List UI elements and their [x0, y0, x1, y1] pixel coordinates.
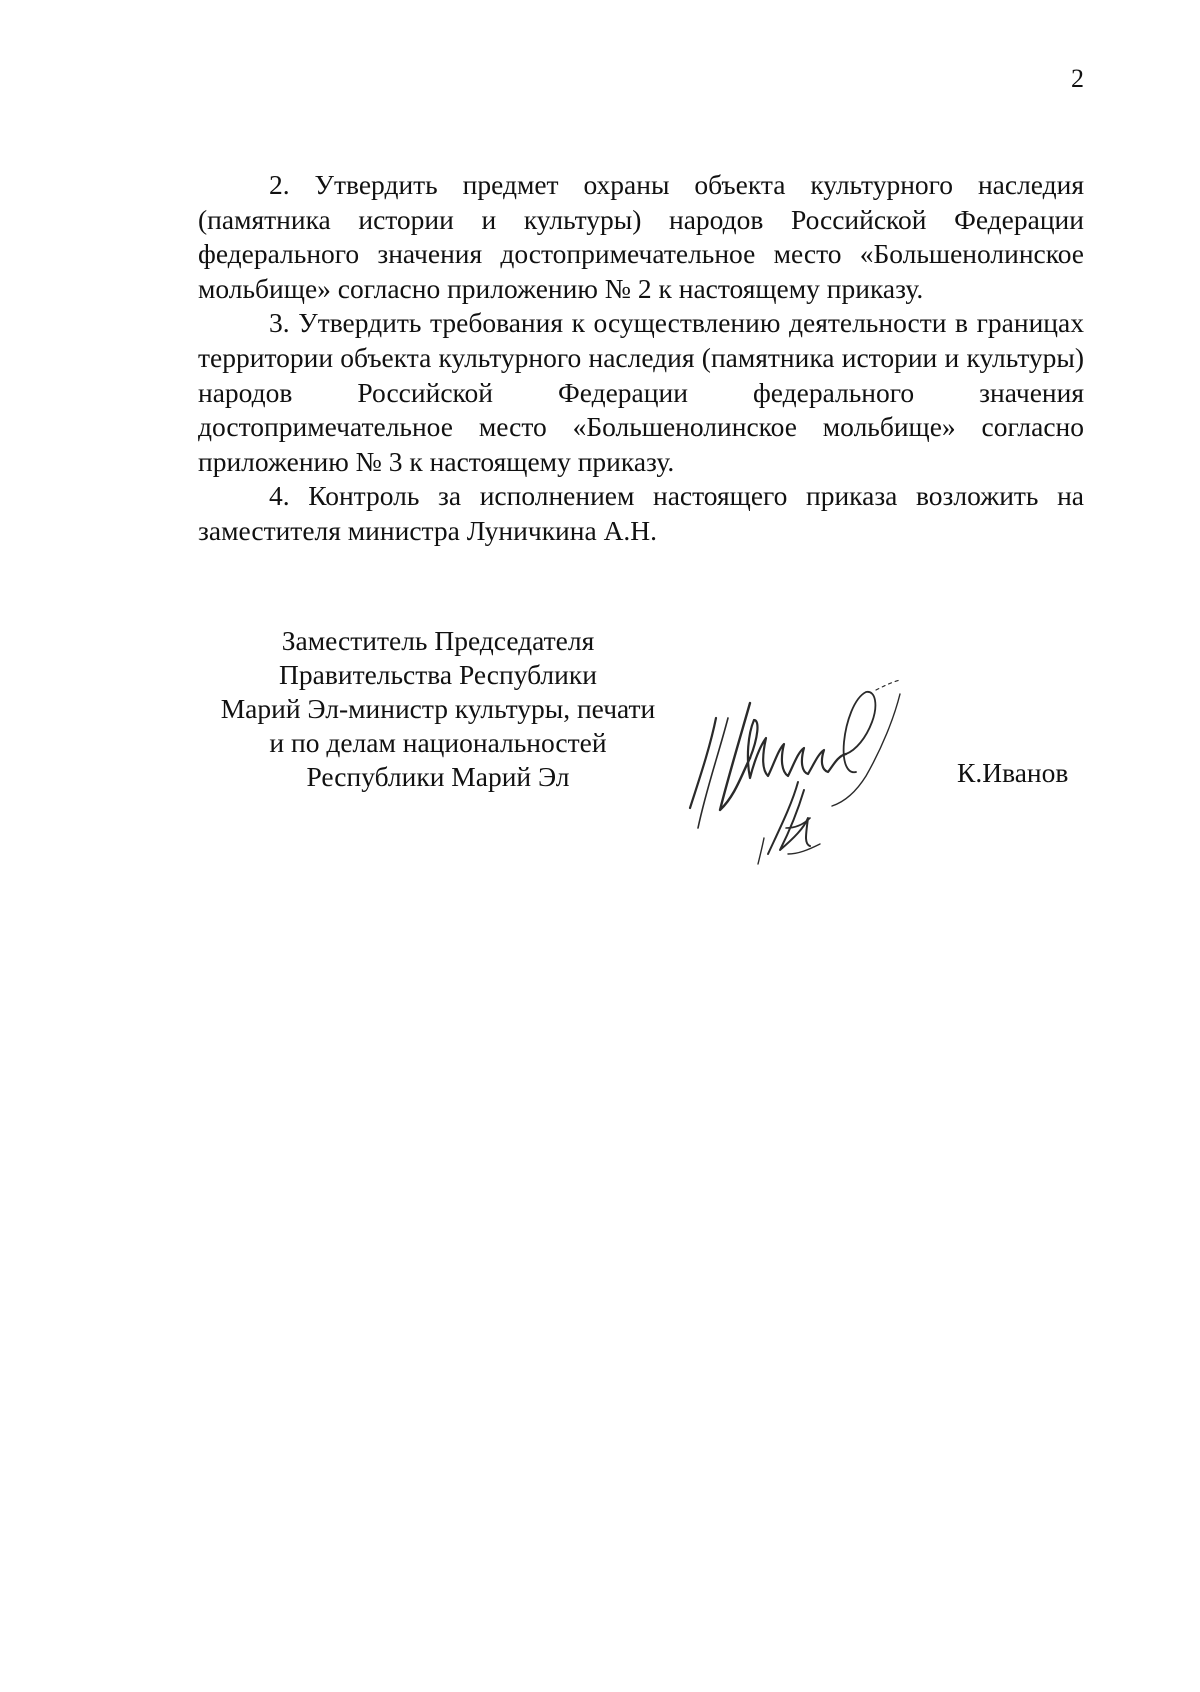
signature-stroke [758, 838, 764, 864]
signer-name: К.Иванов [957, 757, 1069, 788]
signature-icon [680, 678, 960, 898]
paragraph-item-4: 4. Контроль за исполнением настоящего приказа возложить на заместителя министра Луничкина А.Н. [198, 480, 1084, 546]
page-number: 2 [1071, 64, 1084, 93]
signatory-title [208, 624, 668, 794]
signature-stroke [844, 692, 876, 772]
signatory-title-line: и по делам национальностей [269, 727, 607, 758]
signatory-title-line: Марий Эл-министр культуры, печати [220, 693, 656, 724]
signature-stroke [690, 718, 716, 808]
signature-stroke [720, 703, 750, 810]
signature-stroke [748, 720, 846, 778]
paragraph-item-2: 2. Утвердить предмет охраны объекта культурного наследия (памятника истории и культуры) народов Российской Федерации федерального значения достопримечательное место «Большенолинское мольбище» согласно приложению № 2 к настоящему приказу. [198, 169, 1084, 304]
signature-stroke [832, 694, 900, 806]
signatory-title-line: Заместитель Председателя [281, 625, 595, 656]
document-body [198, 168, 1084, 549]
signature-stroke [788, 844, 820, 854]
signatory-title-line: Правительства Республики [279, 659, 597, 690]
signature-stroke [876, 680, 900, 690]
paragraph-item-3: 3. Утвердить требования к осуществлению деятельности в границах территории объекта культурного наследия (памятника истории и культуры) народов Российской Федерации федерального значения достопримечательное место «Большенолинское мольбище» согласно приложению № 3 к настоящему приказу. [198, 307, 1084, 477]
signatory-title-line: Республики Марий Эл [306, 761, 570, 792]
